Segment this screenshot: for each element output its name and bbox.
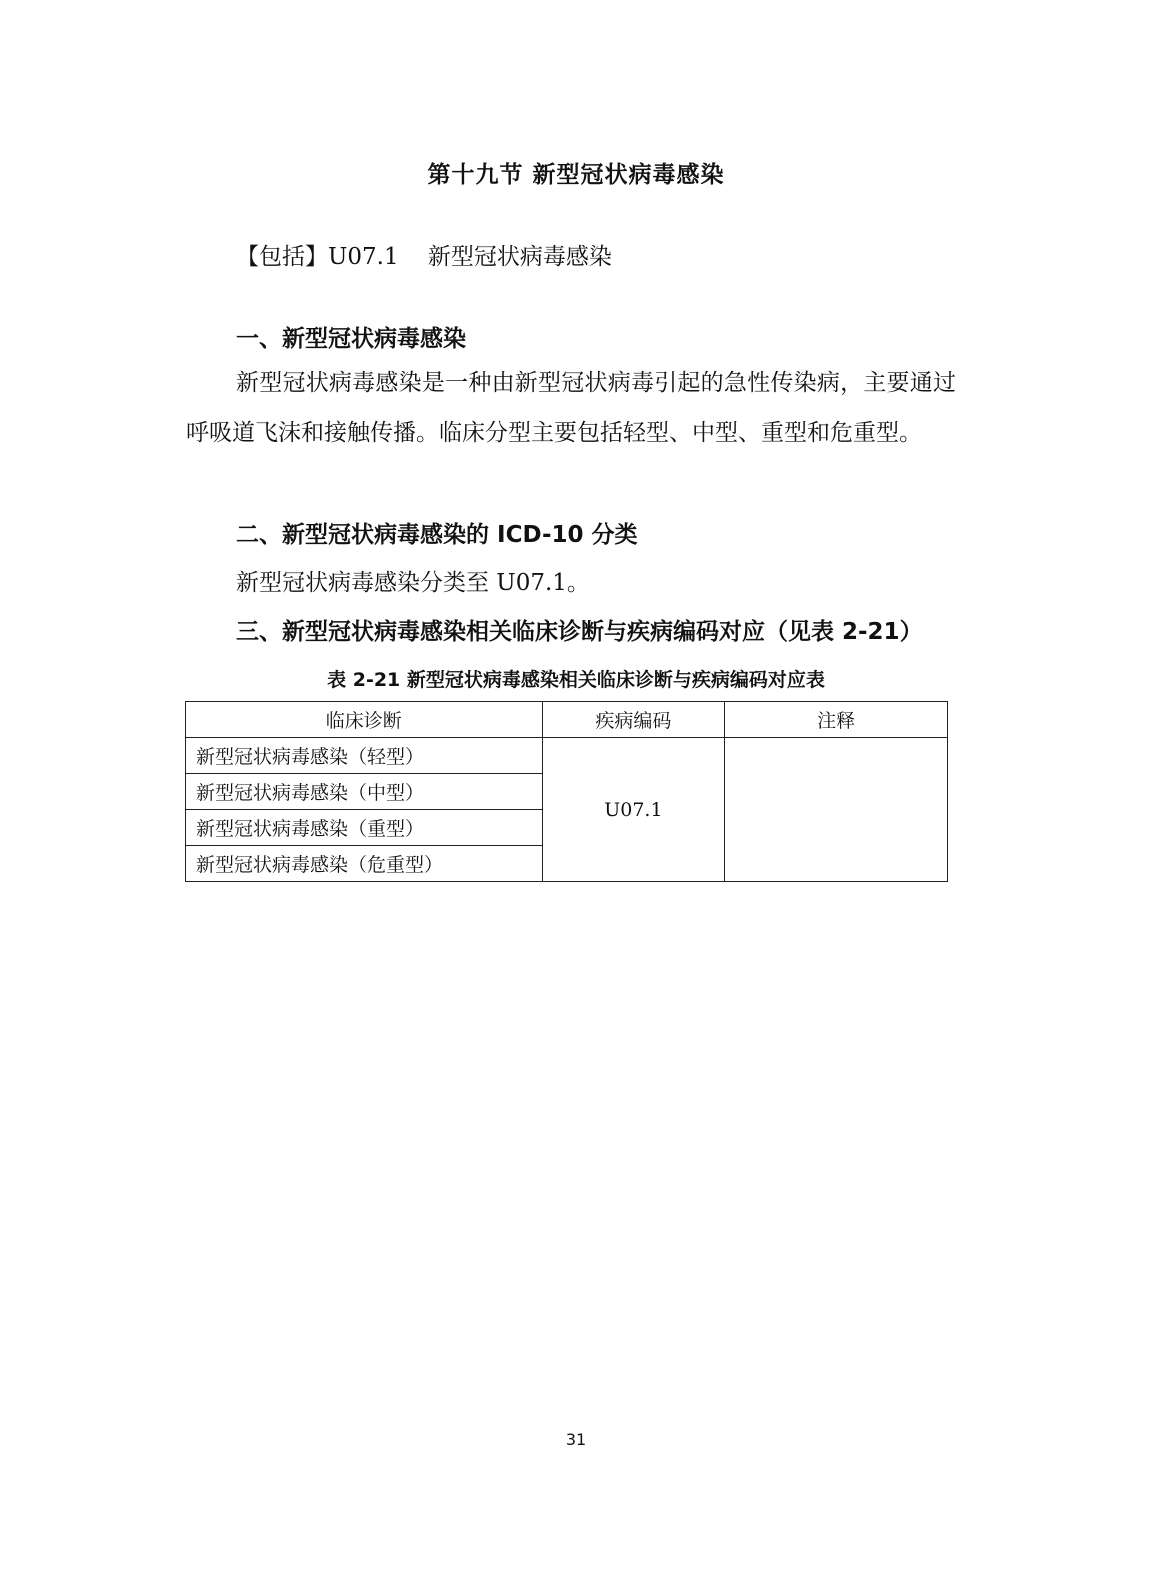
diagnosis-cell: 新型冠状病毒感染（轻型） (186, 738, 543, 774)
note-cell (725, 738, 948, 882)
page-number: 31 (565, 1430, 587, 1449)
diagnosis-cell: 新型冠状病毒感染（中型） (186, 774, 543, 810)
header-clinical-diagnosis: 临床诊断 (186, 702, 543, 738)
diagnosis-cell: 新型冠状病毒感染（重型） (186, 810, 543, 846)
table-header-row (186, 702, 948, 738)
include-line: 【包括】U07.1 新型冠状病毒感染 (236, 244, 612, 270)
part1-heading: 一、新型冠状病毒感染 (236, 326, 466, 352)
diagnosis-cell: 新型冠状病毒感染（危重型） (186, 846, 543, 882)
diagnosis-code-table (185, 701, 948, 882)
part3-heading: 三、新型冠状病毒感染相关临床诊断与疾病编码对应（见表 2-21） (236, 619, 923, 645)
part1-paragraph: 新型冠状病毒感染是一种由新型冠状病毒引起的急性传染病，主要通过呼吸道飞沫和接触传播。临床分型主要包括轻型、中型、重型和危重型。 (186, 370, 956, 446)
header-note: 注释 (725, 702, 948, 738)
table-caption: 表 2-21 新型冠状病毒感染相关临床诊断与疾病编码对应表 (327, 669, 825, 691)
part2-paragraph: 新型冠状病毒感染分类至 U07.1。 (236, 570, 590, 596)
disease-code-cell: U07.1 (542, 738, 725, 882)
part2-heading: 二、新型冠状病毒感染的 ICD-10 分类 (236, 522, 638, 548)
section-title: 第十九节 新型冠状病毒感染 (427, 162, 725, 188)
table-row (186, 738, 948, 774)
header-disease-code: 疾病编码 (542, 702, 725, 738)
